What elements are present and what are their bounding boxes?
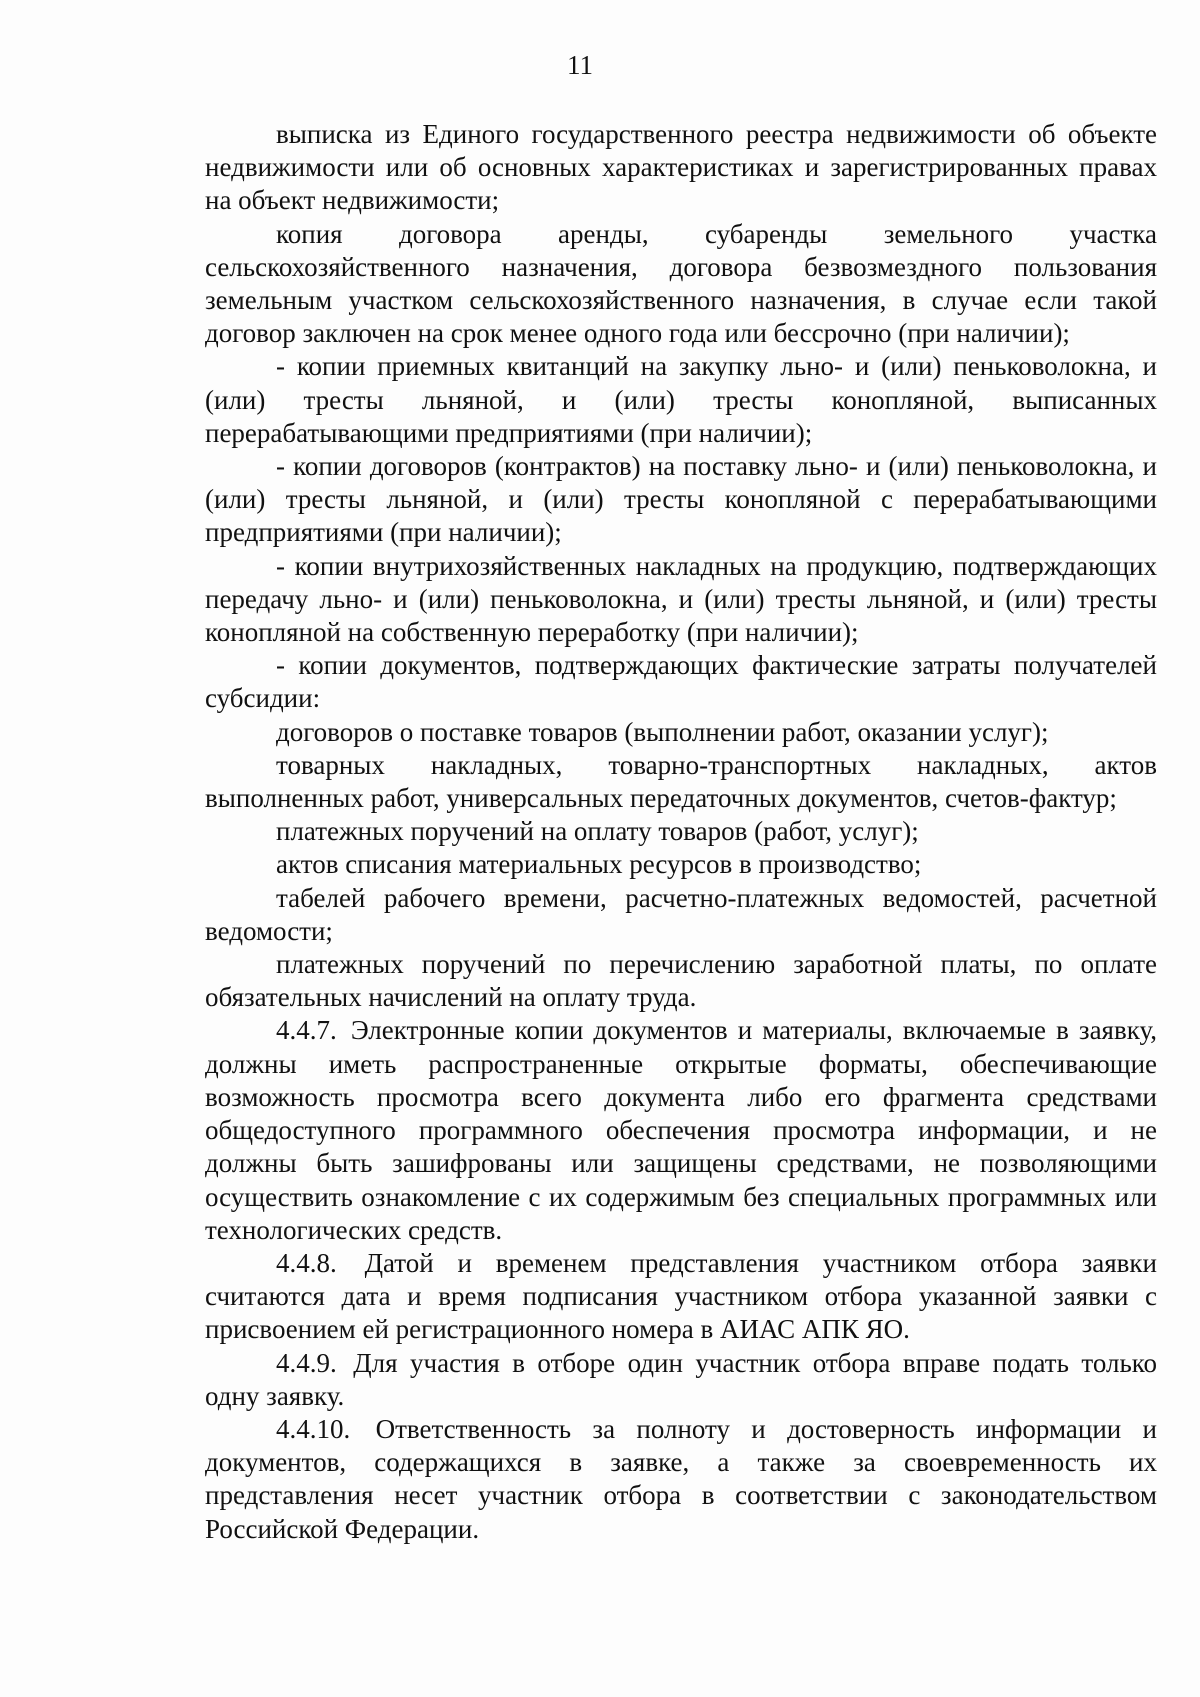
clause-number: 4.4.9. xyxy=(276,1347,337,1378)
paragraph-write-off-acts: актов списания материальных ресурсов в производство; xyxy=(276,849,922,880)
paragraph-waybills: товарных накладных, товарно-транспортных накладных, актов выполненных работ, универсальных передаточных документов, счетов-фактур; xyxy=(205,749,1157,814)
paragraph-contracts-copy: - копии договоров (контрактов) на поставку льно- и (или) пеньковолокна, и (или) тресты льняной, и (или) тресты конопляной с перерабатывающими предприятиями (при наличии); xyxy=(205,451,1157,548)
paragraph-cost-documents: - копии документов, подтверждающих фактические затраты получателей субсидии: xyxy=(205,650,1157,714)
paragraph-salary-payments: платежных поручений по перечислению заработной платы, по оплате обязательных начислений на оплату труда. xyxy=(205,949,1157,1013)
clause-text: Датой и временем представления участником отбора заявки считаются дата и время подписания участником отбора указанной заявки с присвоением ей регистрационного номера в АИАС АПК ЯО. xyxy=(205,1247,1157,1345)
paragraph-lease-copy: копия договора аренды, субаренды земельного участка сельскохозяйственного назначения, договора безвозмездного пользования земельным участком сельскохозяйственного назначения, в случае если такой договор заключен на срок менее одного года или бессрочно (при наличии); xyxy=(205,218,1157,349)
clause-number: 4.4.10. xyxy=(276,1413,351,1444)
clause-number: 4.4.7. xyxy=(276,1015,337,1046)
clause-text: Для участия в отборе один участник отбора вправе подать только одну заявку. xyxy=(205,1347,1158,1411)
document-body xyxy=(205,118,1157,1546)
paragraph-payment-orders: платежных поручений на оплату товаров (работ, услуг); xyxy=(276,816,919,847)
page-number: 11 xyxy=(567,50,593,80)
paragraph-receipts-copy: - копии приемных квитанций на закупку льно- и (или) пеньковолокна, и (или) тресты льняной, и (или) тресты конопляной, выписанных перерабатывающими предприятиями (при наличии); xyxy=(205,351,1157,448)
clause-number: 4.4.8. xyxy=(276,1247,337,1278)
clause-4-4-10 xyxy=(205,1413,1157,1546)
paragraph-egrn-extract: выписка из Единого государственного реестра недвижимости об объекте недвижимости или об основных характеристиках и зарегистрированных правах на объект недвижимости; xyxy=(205,119,1157,216)
clause-4-4-8 xyxy=(205,1247,1157,1347)
paragraph-supply-contracts: договоров о поставке товаров (выполнении работ, оказании услуг); xyxy=(276,716,1049,747)
clause-4-4-7 xyxy=(205,1014,1157,1246)
paragraph-timesheets: табелей рабочего времени, расчетно-платежных ведомостей, расчетной ведомости; xyxy=(205,882,1157,946)
clause-text: Ответственность за полноту и достоверность информации и документов, содержащихся в заявке, а также за своевременность их представления несет участник отбора в соответствии с законодательством Российской Федерации. xyxy=(205,1413,1158,1544)
paragraph-internal-invoices: - копии внутрихозяйственных накладных на продукцию, подтверждающих передачу льно- и (или) пеньковолокна, и (или) тресты льняной, и (или) тресты конопляной на собственную переработку (при наличии); xyxy=(205,550,1157,648)
clause-4-4-9 xyxy=(205,1347,1157,1413)
clause-text: Электронные копии документов и материалы, включаемые в заявку, должны иметь распространенные открытые форматы, обеспечивающие возможность просмотра всего документа либо его фрагмента средствами общедоступного программного обеспечения просмотра информации, и не должны быть зашифрованы или защищены средствами, не позволяющими осуществить ознакомление с их содержимым без специальных программных или технологических средств. xyxy=(205,1015,1157,1245)
